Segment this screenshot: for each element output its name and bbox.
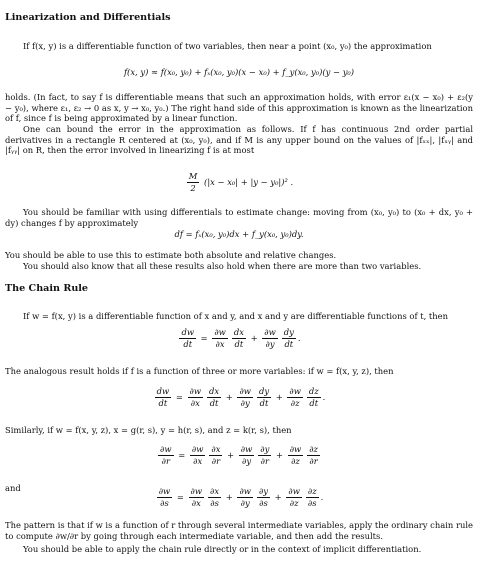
paragraph-differentials: You should be familiar with using differentials to estimate change: moving from (x₀, y₀) to (x₀ + dx, y₀ + dy) changes f by approximately [5,207,473,228]
equation-chain-rule-s: $\frac{\partial w}{\partial s}$ = $\frac{\partial w}{\partial x}$ $\frac{\partial x}{\partial s}$ + $\frac{\partial w}{\partial y}$ $\frac{\partial y}{\partial s}$ + $\frac{\partial w}{\partial z}$ $\frac{\partial z}{\partial s}$ . [158,486,324,508]
paragraph-error-bound: One can bound the error in the approximation as follows. If f has continuous 2nd order partial derivatives in a rectangle R centered at (x₀, y₀), and if M is any upper bound on the values of |fₓₓ|, |fₓᵧ| and |fᵧᵧ| on R, then the error involved in linearizing f is at most [5,124,473,156]
equation-chain-rule-three-vars: $\frac{dw}{dt}$ = $\frac{\partial w}{\partial x}$ $\frac{dx}{dt}$ + $\frac{\partial w}{\partial y}$ $\frac{dy}{dt}$ + $\frac{\partial w}{\partial z}$ $\frac{dz}{dt}$ . [156,386,326,408]
equation-linearization: f(x, y) ≈ f(x₀, y₀) + fₓ(x₀, y₀)(x − x₀) + f_y(x₀, y₀)(y − y₀) [123,67,355,77]
equation-error-bound [5,171,473,194]
equation-chain-rule-two-vars: $\frac{dw}{dt}$ = $\frac{\partial w}{\partial x}$ $\frac{dx}{dt}$ + $\frac{\partial w}{\partial y}$ $\frac{dy}{dt}$ . [181,327,301,349]
error-bound-expression: (|x − x₀| + |y − y₀|)² . [204,177,294,187]
section-title-chain-rule: The Chain Rule [5,283,89,294]
equation-chain-rule-r: $\frac{\partial w}{\partial r}$ = $\frac{\partial w}{\partial x}$ $\frac{\partial x}{\partial r}$ + $\frac{\partial w}{\partial y}$ $\frac{\partial y}{\partial r}$ + $\frac{\partial w}{\partial z}$ $\frac{\partial z}{\partial r}$ [160,444,318,466]
paragraph-absolute-relative: You should be able to use this to estimate both absolute and relative changes. [5,250,337,260]
paragraph-pattern: The pattern is that if w is a function of r through several intermediate variables, apply the ordinary chain rule to compute ∂w/∂r by going through each intermediate variable, and then add the results. [5,520,473,541]
paragraph-chain-rule-intro: If w = f(x, y) is a differentiable function of x and y, and x and y are differentiable functions of t, then [23,311,449,321]
paragraph-more-variables: You should also know that all these results also hold when there are more than two variables. [23,261,422,271]
paragraph-differentiable-meaning: holds. (In fact, to say f is differentiable means that such an approximation holds, with error ε₁(x − x₀) + ε₂(y − y₀), where ε₁, ε₂ → 0 as x, y → x₀, y₀.) The right hand side of this approximation is known as the linearization of f, since f is being approximated by a linear function. [5,92,473,124]
paragraph-implicit-differentiation: You should be able to apply the chain rule directly or in the context of implicit differentiation. [23,544,422,554]
paragraph-three-variables: The analogous result holds if f is a function of three or more variables: if w = f(x, y, z), then [5,366,394,376]
paragraph-linearization-intro: If f(x, y) is a differentiable function of two variables, then near a point (x₀, y₀) the approximation [23,41,432,51]
equation-differential: df = fₓ(x₀, y₀)dx + f_y(x₀, y₀)dy. [174,229,304,239]
paragraph-similarly: Similarly, if w = f(x, y, z), x = g(r, s), y = h(r, s), and z = k(r, s), then [5,425,292,435]
fraction-m-over-2: $\frac{M}{2}$ [188,171,198,193]
paragraph-and: and [5,483,21,493]
section-title-linearization: Linearization and Differentials [5,12,171,23]
